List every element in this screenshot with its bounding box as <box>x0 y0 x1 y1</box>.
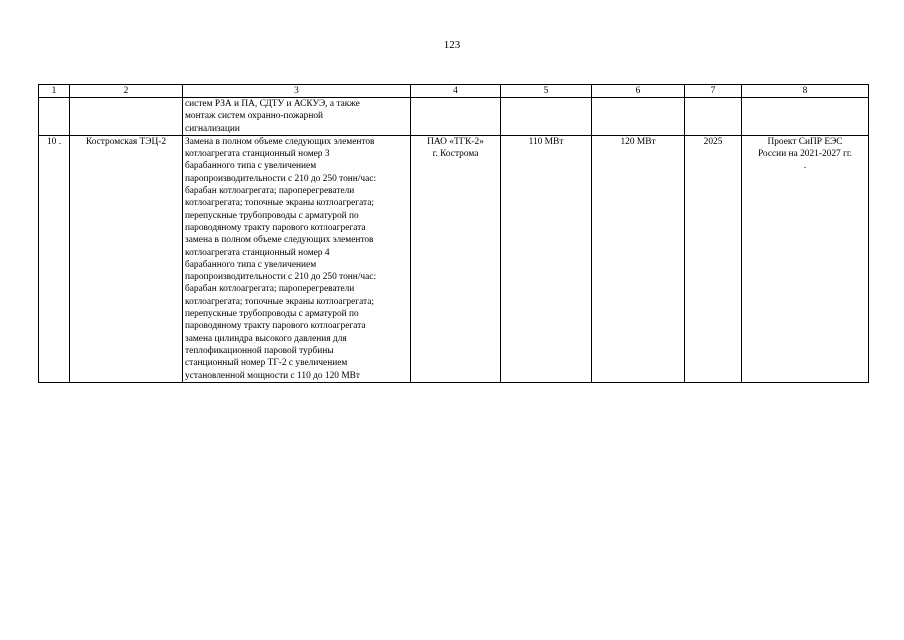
description-line: пароводяному тракту парового котлоагрегата <box>185 321 366 332</box>
projects-table <box>38 84 869 383</box>
header-cell-5: 5 <box>501 85 592 98</box>
description-line: перепускные трубопроводы с арматурой по <box>185 210 359 221</box>
description-line: котлоагрегата станционный номер 4 <box>185 247 330 258</box>
table-row-10 <box>39 135 869 382</box>
table-header-row <box>39 85 869 98</box>
cell-empty <box>411 98 501 136</box>
description-line: теплофикационной паровой турбины <box>185 345 334 356</box>
cell-empty <box>742 98 869 136</box>
row-number-cell: 10 . <box>39 135 70 382</box>
description-line: установленной мощности с 110 до 120 МВт <box>185 370 361 381</box>
cell-empty <box>39 98 70 136</box>
description-line: перепускные трубопроводы с арматурой по <box>185 309 359 320</box>
description-line: пароводяному тракту парового котлоагрегата <box>185 222 366 233</box>
description-line: сигнализации <box>185 123 240 134</box>
description-line: станционный номер ТГ-2 с увеличением <box>185 358 348 369</box>
description-line: барабанного типа с увеличением <box>185 161 317 172</box>
source-cell <box>742 135 869 382</box>
description-line: котлоагрегата; топочные экраны котлоагрегата; <box>185 296 375 307</box>
owner-cell <box>411 135 501 382</box>
owner-line: г. Кострома <box>432 149 479 160</box>
description-line: монтаж систем охранно-пожарной <box>185 111 324 122</box>
description-line: замена в полном объеме следующих элементов <box>185 235 374 246</box>
header-cell-1: 1 <box>39 85 70 98</box>
header-cell-6: 6 <box>592 85 685 98</box>
header-cell-3: 3 <box>183 85 411 98</box>
description-cell <box>183 98 411 136</box>
header-cell-2: 2 <box>70 85 183 98</box>
capacity-after-cell: 120 МВт <box>592 135 685 382</box>
header-cell-8: 8 <box>742 85 869 98</box>
description-line: котлоагрегата; топочные экраны котлоагрегата; <box>185 198 375 209</box>
description-line: барабан котлоагрегата; пароперегреватели <box>185 284 355 295</box>
cell-empty <box>501 98 592 136</box>
station-cell: Костромская ТЭЦ-2 <box>70 135 183 382</box>
description-line: барабанного типа с увеличением <box>185 259 317 270</box>
header-cell-7: 7 <box>685 85 742 98</box>
source-line: России на 2021-2027 гг. <box>757 149 853 160</box>
owner-line: ПАО «ТГК-2» <box>427 136 484 147</box>
cell-empty <box>592 98 685 136</box>
description-line: систем РЗА и ПА, СДТУ и АСКУЭ, а также <box>185 99 360 109</box>
description-line: Замена в полном объеме следующих элементов <box>185 136 375 147</box>
table-row-continuation <box>39 98 869 136</box>
description-line: котлоагрегата станционный номер 3 <box>185 149 330 160</box>
description-line: паропроизводительности с 210 до 250 тонн/час: <box>185 272 377 283</box>
cell-empty <box>70 98 183 136</box>
description-line: барабан котлоагрегата; пароперегреватели <box>185 186 355 197</box>
description-line: замена цилиндра высокого давления для <box>185 333 347 344</box>
description-cell <box>183 135 411 382</box>
capacity-before-cell: 110 МВт <box>501 135 592 382</box>
page-number: 123 <box>443 39 461 51</box>
year-cell: 2025 <box>685 135 742 382</box>
cell-empty <box>685 98 742 136</box>
source-line: Проект СиПР ЕЭС <box>767 136 843 147</box>
source-line: . <box>803 161 807 172</box>
description-line: паропроизводительности с 210 до 250 тонн/час: <box>185 173 377 184</box>
header-cell-4: 4 <box>411 85 501 98</box>
